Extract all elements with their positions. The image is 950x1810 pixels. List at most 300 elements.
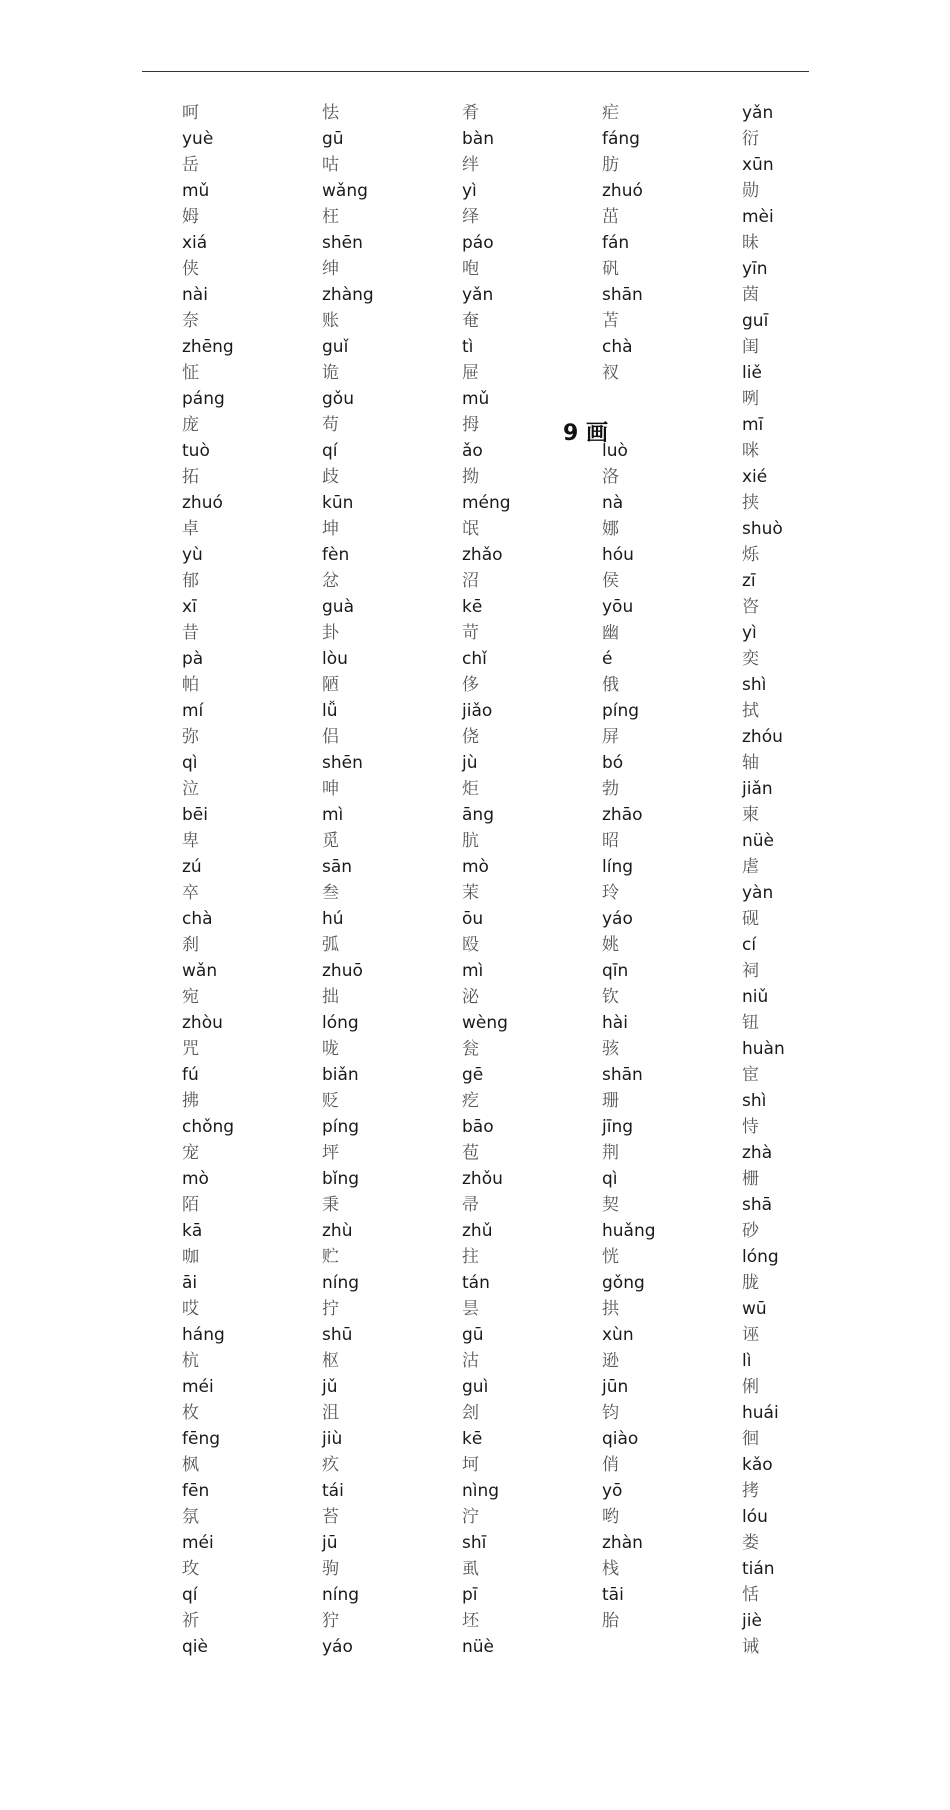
- character-entry: 勃: [602, 779, 619, 799]
- character-entry: 姚: [602, 935, 619, 955]
- pinyin-entry: páo: [462, 233, 494, 253]
- character-entry: 钦: [602, 987, 619, 1007]
- character-entry: 烁: [742, 545, 759, 565]
- pinyin-entry: mì: [322, 805, 344, 825]
- character-entry: 诬: [742, 1325, 759, 1345]
- pinyin-entry: zhà: [742, 1143, 773, 1163]
- pinyin-entry: hú: [322, 909, 344, 929]
- character-entry: 卦: [322, 623, 339, 643]
- column-5: [742, 100, 862, 1660]
- pinyin-entry: mí: [182, 701, 204, 721]
- pinyin-entry: tián: [742, 1559, 775, 1579]
- pinyin-entry: tāi: [602, 1585, 624, 1605]
- character-entry: 刽: [462, 1403, 479, 1423]
- character-entry: 帚: [462, 1195, 479, 1215]
- character-entry: 郁: [182, 571, 199, 591]
- pinyin-entry: mò: [182, 1169, 209, 1189]
- character-entry: 侯: [602, 571, 619, 591]
- character-entry: 杭: [182, 1351, 199, 1371]
- pinyin-entry: jǔ: [322, 1377, 338, 1397]
- character-entry: 昭: [602, 831, 619, 851]
- pinyin-entry: píng: [602, 701, 640, 721]
- pinyin-entry: shān: [602, 285, 643, 305]
- pinyin-entry: xùn: [602, 1325, 634, 1345]
- character-entry: 坤: [322, 519, 339, 539]
- pinyin-entry: āng: [462, 805, 494, 825]
- pinyin-entry: sān: [322, 857, 353, 877]
- pinyin-entry: jū: [322, 1533, 338, 1553]
- character-entry: 柬: [742, 805, 759, 825]
- pinyin-entry: fáng: [602, 129, 640, 149]
- character-entry: 逊: [602, 1351, 619, 1371]
- character-entry: 姆: [182, 207, 199, 227]
- pinyin-entry: gē: [462, 1065, 484, 1085]
- character-entry: 怔: [182, 363, 199, 383]
- character-entry: 拙: [322, 987, 339, 1007]
- pinyin-entry: qīn: [602, 961, 629, 981]
- pinyin-entry: liě: [742, 363, 762, 383]
- character-entry: 苔: [322, 1507, 339, 1527]
- pinyin-entry: chà: [602, 337, 633, 357]
- character-entry: 拄: [462, 1247, 479, 1267]
- character-entry: 绅: [322, 259, 339, 279]
- character-entry: 忿: [322, 571, 339, 591]
- character-entry: 咒: [182, 1039, 199, 1059]
- pinyin-entry: jù: [462, 753, 478, 773]
- pinyin-entry: shēn: [322, 753, 363, 773]
- pinyin-entry: páng: [182, 389, 225, 409]
- character-entry: 卓: [182, 519, 199, 539]
- pinyin-entry: wǎng: [322, 181, 368, 201]
- pinyin-entry: xié: [742, 467, 768, 487]
- pinyin-entry: huàn: [742, 1039, 785, 1059]
- character-entry: 歧: [322, 467, 339, 487]
- character-entry: 拱: [602, 1299, 619, 1319]
- pinyin-entry: cí: [742, 935, 757, 955]
- pinyin-entry: shān: [602, 1065, 643, 1085]
- character-entry: 坷: [462, 1455, 479, 1475]
- character-entry: 屉: [462, 363, 479, 383]
- pinyin-entry: nìng: [462, 1481, 500, 1501]
- character-entry: 泞: [462, 1507, 479, 1527]
- character-entry: 陌: [182, 1195, 199, 1215]
- character-entry: 怯: [322, 103, 339, 123]
- character-entry: 砂: [742, 1221, 759, 1241]
- pinyin-entry: xī: [182, 597, 197, 617]
- character-entry: 账: [322, 311, 339, 331]
- character-entry: 俏: [602, 1455, 619, 1475]
- character-entry: 洛: [602, 467, 619, 487]
- pinyin-entry: hài: [602, 1013, 628, 1033]
- pinyin-entry: bàn: [462, 129, 494, 149]
- pinyin-entry: qiào: [602, 1429, 639, 1449]
- pinyin-entry: fú: [182, 1065, 199, 1085]
- pinyin-entry: chà: [182, 909, 213, 929]
- character-entry: 奕: [742, 649, 759, 669]
- character-entry: 宦: [742, 1065, 759, 1085]
- character-entry: 氛: [182, 1507, 199, 1527]
- pinyin-entry: yō: [602, 1481, 623, 1501]
- pinyin-entry: háng: [182, 1325, 225, 1345]
- pinyin-entry: bó: [602, 753, 624, 773]
- character-entry: 呵: [182, 103, 199, 123]
- character-entry: 咪: [742, 441, 759, 461]
- pinyin-entry: zhuó: [602, 181, 643, 201]
- pinyin-entry: gū: [322, 129, 344, 149]
- column-4: [602, 100, 722, 1634]
- character-entry: 拭: [742, 701, 759, 721]
- pinyin-entry: yì: [462, 181, 477, 201]
- character-entry: 庞: [182, 415, 199, 435]
- pinyin-entry: lóng: [742, 1247, 779, 1267]
- pinyin-entry: nüè: [742, 831, 775, 851]
- character-entry: 祠: [742, 961, 759, 981]
- character-entry: 娄: [742, 1533, 759, 1553]
- character-entry: 枉: [322, 207, 339, 227]
- pinyin-entry: niǔ: [742, 987, 769, 1007]
- pinyin-entry: zhuō: [322, 961, 363, 981]
- character-entry: 哎: [182, 1299, 199, 1319]
- pinyin-entry: yù: [182, 545, 203, 565]
- character-entry: 疚: [322, 1455, 339, 1475]
- character-entry: 胧: [742, 1273, 759, 1293]
- pinyin-entry: shuò: [742, 519, 783, 539]
- pinyin-entry: nüè: [462, 1637, 495, 1657]
- character-entry: 胎: [602, 1611, 619, 1631]
- pinyin-entry: mò: [462, 857, 489, 877]
- character-entry: 贮: [322, 1247, 339, 1267]
- character-entry: 荆: [602, 1143, 619, 1163]
- pinyin-entry: qí: [182, 1585, 198, 1605]
- character-entry: 侥: [462, 727, 479, 747]
- character-entry: 沮: [322, 1403, 339, 1423]
- character-entry: 玲: [602, 883, 619, 903]
- pinyin-entry: zhù: [322, 1221, 353, 1241]
- pinyin-entry: mì: [462, 961, 484, 981]
- pinyin-entry: wū: [742, 1299, 767, 1319]
- character-entry: 俄: [602, 675, 619, 695]
- pinyin-entry: jūn: [602, 1377, 629, 1397]
- pinyin-entry: lì: [742, 1351, 752, 1371]
- pinyin-entry: yàn: [742, 883, 774, 903]
- character-entry: 恍: [602, 1247, 619, 1267]
- pinyin-entry: guà: [322, 597, 354, 617]
- pinyin-entry: shū: [322, 1325, 353, 1345]
- character-entry: 咕: [322, 155, 339, 175]
- character-entry: 轴: [742, 753, 759, 773]
- character-entry: 侈: [462, 675, 479, 695]
- pinyin-entry: wǎn: [182, 961, 218, 981]
- character-entry: 咨: [742, 597, 759, 617]
- character-entry: 肮: [462, 831, 479, 851]
- character-entry: 呻: [322, 779, 339, 799]
- pinyin-entry: mǔ: [462, 389, 490, 409]
- character-entry: 坪: [322, 1143, 339, 1163]
- character-entry: 殴: [462, 935, 479, 955]
- pinyin-entry: tì: [462, 337, 474, 357]
- character-entry: 诫: [742, 1637, 759, 1657]
- pinyin-entry: bǐng: [322, 1169, 360, 1189]
- character-entry: 咧: [742, 389, 759, 409]
- pinyin-entry: pī: [462, 1585, 478, 1605]
- pinyin-entry: píng: [322, 1117, 360, 1137]
- pinyin-entry: chǒng: [182, 1117, 235, 1137]
- character-entry: 咙: [322, 1039, 339, 1059]
- pinyin-entry: luò: [602, 441, 628, 461]
- pinyin-entry: yǎn: [462, 285, 494, 305]
- character-entry: 卒: [182, 883, 199, 903]
- character-entry: 诡: [322, 363, 339, 383]
- pinyin-entry: jiǎo: [462, 701, 493, 721]
- pinyin-entry: níng: [322, 1585, 360, 1605]
- pinyin-entry: yōu: [602, 597, 634, 617]
- pinyin-entry: pà: [182, 649, 204, 669]
- character-entry: 屏: [602, 727, 619, 747]
- character-entry: 疙: [462, 1091, 479, 1111]
- pinyin-entry: fēng: [182, 1429, 221, 1449]
- pinyin-entry: nài: [182, 285, 208, 305]
- pinyin-entry: zī: [742, 571, 756, 591]
- character-entry: 契: [602, 1195, 619, 1215]
- character-entry: 宛: [182, 987, 199, 1007]
- pinyin-entry: wèng: [462, 1013, 508, 1033]
- character-entry: 恬: [742, 1585, 759, 1605]
- character-entry: 幽: [602, 623, 619, 643]
- character-entry: 瓮: [462, 1039, 479, 1059]
- character-entry: 氓: [462, 519, 479, 539]
- character-entry: 咆: [462, 259, 479, 279]
- character-entry: 矾: [602, 259, 619, 279]
- character-entry: 苞: [462, 1143, 479, 1163]
- section-heading: 9 画: [563, 421, 608, 446]
- character-entry: 侣: [322, 727, 339, 747]
- pinyin-entry: lòu: [322, 649, 348, 669]
- pinyin-entry: biǎn: [322, 1065, 359, 1085]
- pinyin-entry: fán: [602, 233, 630, 253]
- character-entry: 秉: [322, 1195, 339, 1215]
- character-entry: 肴: [462, 103, 479, 123]
- pinyin-entry: kūn: [322, 493, 354, 513]
- pinyin-entry: zhóu: [742, 727, 783, 747]
- character-entry: 泌: [462, 987, 479, 1007]
- pinyin-entry: shēn: [322, 233, 363, 253]
- character-entry: 俐: [742, 1377, 759, 1397]
- character-entry: 侠: [182, 259, 199, 279]
- pinyin-entry: gū: [462, 1325, 484, 1345]
- character-entry: 昧: [742, 233, 759, 253]
- character-entry: 奄: [462, 311, 479, 331]
- pinyin-entry: é: [602, 649, 613, 669]
- character-entry: 枚: [182, 1403, 199, 1423]
- pinyin-entry: huái: [742, 1403, 779, 1423]
- pinyin-entry: qì: [602, 1169, 618, 1189]
- character-entry: 绎: [462, 207, 479, 227]
- pinyin-entry: méi: [182, 1533, 214, 1553]
- character-entry: 恃: [742, 1117, 759, 1137]
- character-entry: 肪: [602, 155, 619, 175]
- character-entry: 沼: [462, 571, 479, 591]
- pinyin-entry: kē: [462, 597, 483, 617]
- pinyin-entry: jiù: [322, 1429, 343, 1449]
- pinyin-entry: kē: [462, 1429, 483, 1449]
- pinyin-entry: yáo: [602, 909, 633, 929]
- character-entry: 苟: [322, 415, 339, 435]
- pinyin-entry: hóu: [602, 545, 634, 565]
- pinyin-entry: bāo: [462, 1117, 494, 1137]
- character-entry: 炬: [462, 779, 479, 799]
- column-2: [322, 100, 442, 1660]
- pinyin-entry: tán: [462, 1273, 490, 1293]
- character-entry: 叁: [322, 883, 339, 903]
- character-entry: 茉: [462, 883, 479, 903]
- pinyin-entry: yǎn: [742, 103, 774, 123]
- pinyin-entry: zhǔ: [462, 1221, 493, 1241]
- pinyin-entry: shā: [742, 1195, 773, 1215]
- character-entry: 绊: [462, 155, 479, 175]
- pinyin-entry: xiá: [182, 233, 208, 253]
- pinyin-entry: zhàn: [602, 1533, 643, 1553]
- character-entry: 弧: [322, 935, 339, 955]
- pinyin-entry: huǎng: [602, 1221, 656, 1241]
- character-entry: 栈: [602, 1559, 619, 1579]
- character-entry: 祈: [182, 1611, 199, 1631]
- character-entry: 苛: [462, 623, 479, 643]
- character-entry: 枫: [182, 1455, 199, 1475]
- pinyin-entry: āi: [182, 1273, 198, 1293]
- top-rule: [142, 71, 809, 72]
- character-entry: 拂: [182, 1091, 199, 1111]
- character-entry: 奈: [182, 311, 199, 331]
- heading-spacer: [602, 386, 722, 438]
- pinyin-entry: yáo: [322, 1637, 353, 1657]
- character-entry: 拇: [462, 415, 479, 435]
- character-entry: 刹: [182, 935, 199, 955]
- column-1: [182, 100, 302, 1660]
- pinyin-entry: guì: [462, 1377, 489, 1397]
- pinyin-entry: ǎo: [462, 441, 483, 461]
- pinyin-entry: tuò: [182, 441, 210, 461]
- character-entry: 勋: [742, 181, 759, 201]
- pinyin-entry: ōu: [462, 909, 484, 929]
- pinyin-entry: qiè: [182, 1637, 208, 1657]
- character-entry: 栅: [742, 1169, 759, 1189]
- character-entry: 昔: [182, 623, 199, 643]
- column-3: [462, 100, 582, 1660]
- pinyin-entry: líng: [602, 857, 634, 877]
- character-entry: 泣: [182, 779, 199, 799]
- pinyin-entry: shì: [742, 1091, 767, 1111]
- character-entry: 茵: [742, 285, 759, 305]
- character-entry: 娜: [602, 519, 619, 539]
- pinyin-entry: jiè: [742, 1611, 762, 1631]
- pinyin-entry: qì: [182, 753, 198, 773]
- pinyin-entry: mǔ: [182, 181, 210, 201]
- character-entry: 骇: [602, 1039, 619, 1059]
- character-entry: 沽: [462, 1351, 479, 1371]
- character-entry: 珊: [602, 1091, 619, 1111]
- pinyin-entry: zhǒu: [462, 1169, 503, 1189]
- character-entry: 虱: [462, 1559, 479, 1579]
- pinyin-entry: shī: [462, 1533, 487, 1553]
- character-entry: 茁: [602, 207, 619, 227]
- character-entry: 哟: [602, 1507, 619, 1527]
- character-entry: 衩: [602, 363, 619, 383]
- character-entry: 衍: [742, 129, 759, 149]
- character-entry: 拷: [742, 1481, 759, 1501]
- pinyin-entry: mèi: [742, 207, 774, 227]
- pinyin-entry: tái: [322, 1481, 344, 1501]
- character-entry: 疟: [602, 103, 619, 123]
- character-entry: 昙: [462, 1299, 479, 1319]
- pinyin-entry: guǐ: [322, 337, 349, 357]
- pinyin-entry: zhēng: [182, 337, 234, 357]
- character-entry: 玫: [182, 1559, 199, 1579]
- character-entry: 觅: [322, 831, 339, 851]
- pinyin-entry: lóng: [322, 1013, 359, 1033]
- character-entry: 拧: [322, 1299, 339, 1319]
- character-entry: 徊: [742, 1429, 759, 1449]
- pinyin-entry: kā: [182, 1221, 203, 1241]
- pinyin-entry: lǚ: [322, 701, 338, 721]
- character-entry: 苫: [602, 311, 619, 331]
- pinyin-entry: jiǎn: [742, 779, 773, 799]
- character-entry: 钧: [602, 1403, 619, 1423]
- character-entry: 贬: [322, 1091, 339, 1111]
- pinyin-entry: gǒu: [322, 389, 354, 409]
- character-entry: 弥: [182, 727, 199, 747]
- character-entry: 卑: [182, 831, 199, 851]
- pinyin-entry: zhuó: [182, 493, 223, 513]
- pinyin-entry: zú: [182, 857, 202, 877]
- character-entry: 狞: [322, 1611, 339, 1631]
- pinyin-entry: zhǎo: [462, 545, 503, 565]
- pinyin-entry: lóu: [742, 1507, 768, 1527]
- pinyin-entry: mī: [742, 415, 764, 435]
- pinyin-entry: gǒng: [602, 1273, 645, 1293]
- pinyin-entry: yì: [742, 623, 757, 643]
- pinyin-entry: jīng: [602, 1117, 634, 1137]
- character-entry: 岳: [182, 155, 199, 175]
- character-entry: 钮: [742, 1013, 759, 1033]
- pinyin-entry: xūn: [742, 155, 774, 175]
- character-entry: 拓: [182, 467, 199, 487]
- pinyin-entry: méi: [182, 1377, 214, 1397]
- pinyin-entry: shì: [742, 675, 767, 695]
- pinyin-entry: qí: [322, 441, 338, 461]
- pinyin-entry: zhàng: [322, 285, 374, 305]
- character-entry: 陋: [322, 675, 339, 695]
- character-entry: 宠: [182, 1143, 199, 1163]
- character-entry: 咖: [182, 1247, 199, 1267]
- pinyin-entry: yuè: [182, 129, 214, 149]
- pinyin-entry: nà: [602, 493, 624, 513]
- pinyin-entry: yīn: [742, 259, 768, 279]
- pinyin-entry: guī: [742, 311, 769, 331]
- character-entry: 驹: [322, 1559, 339, 1579]
- character-entry: 拗: [462, 467, 479, 487]
- pinyin-entry: zhāo: [602, 805, 643, 825]
- pinyin-entry: chǐ: [462, 649, 487, 669]
- pinyin-entry: méng: [462, 493, 511, 513]
- character-entry: 枢: [322, 1351, 339, 1371]
- character-entry: 坯: [462, 1611, 479, 1631]
- pinyin-entry: níng: [322, 1273, 360, 1293]
- pinyin-entry: fēn: [182, 1481, 210, 1501]
- pinyin-entry: bēi: [182, 805, 208, 825]
- pinyin-entry: kǎo: [742, 1455, 773, 1475]
- pinyin-entry: zhòu: [182, 1013, 223, 1033]
- character-entry: 虐: [742, 857, 759, 877]
